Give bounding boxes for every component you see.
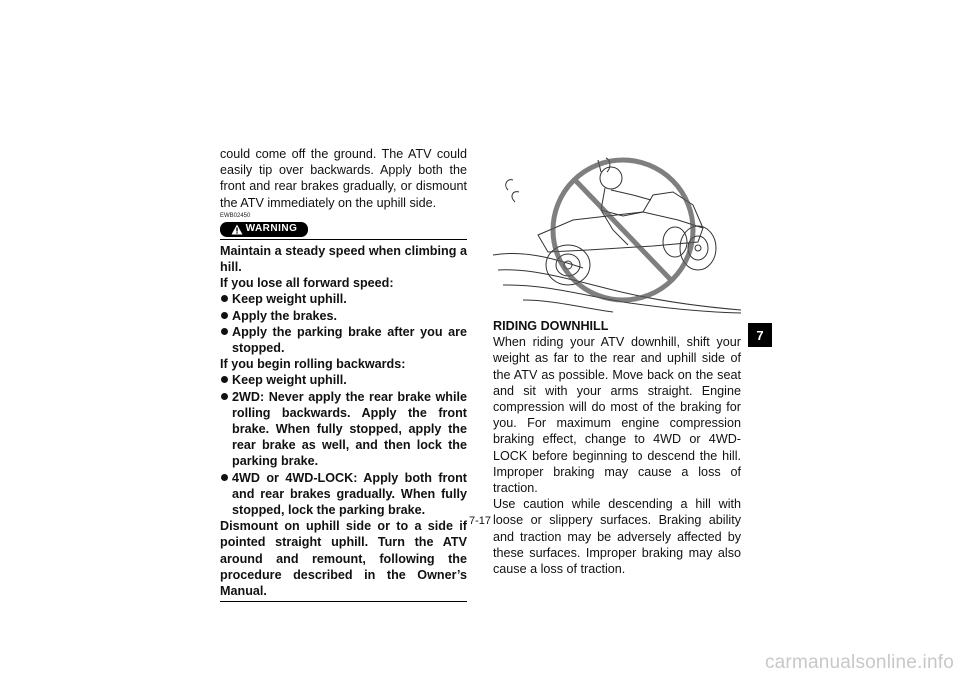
warning-code: EWB02450 xyxy=(220,212,251,219)
page-number: 7-17 xyxy=(468,515,492,527)
warning-line-lose-speed: If you lose all forward speed: xyxy=(220,276,394,291)
list-item: Keep weight uphill. xyxy=(220,372,467,388)
right-column xyxy=(493,318,741,577)
warning-final-paragraph: Dismount on uphill side or to a side if pointed straight uphill. Turn the ATV around and remount, following the procedure described in the Owner’s Manual. xyxy=(220,519,467,599)
list-item: Apply the parking brake after you are stopped. xyxy=(220,324,467,356)
bullet-list-lose-speed xyxy=(220,291,467,356)
list-item: Apply the brakes. xyxy=(220,308,467,324)
list-item: Keep weight uphill. xyxy=(220,291,467,307)
warning-header xyxy=(220,221,467,240)
left-column xyxy=(220,146,467,602)
warning-badge xyxy=(220,222,308,237)
warning-line-rolling-back: If you begin rolling backwards: xyxy=(220,357,406,372)
downhill-paragraph-1: When riding your ATV downhill, shift your weight as far to the rear and uphill side of the ATV as possible. Move back on the seat and sit with your arms straight. Engine compression will do most of the braking for you. For maximum engine compression braking effect, change to 4WD or 4WD-LOCK before beginning to descend the hill. Improper braking may cause a loss of traction. xyxy=(493,335,741,496)
warning-label: WARNING xyxy=(245,223,298,235)
warning-triangle-icon xyxy=(231,224,243,235)
atv-downhill-prohibited-illustration xyxy=(493,150,743,315)
chapter-tab: 7 xyxy=(748,323,772,347)
list-item: 4WD or 4WD-LOCK: Apply both front and rear brakes gradually. When fully stopped, lock the parking brake. xyxy=(220,470,467,519)
warning-body xyxy=(220,243,467,599)
intro-paragraph: could come off the ground. The ATV could easily tip over backwards. Apply both the front and rear brakes gradually, or dismount the ATV immediately on the uphill side. xyxy=(220,147,467,210)
section-heading: RIDING DOWNHILL xyxy=(493,319,609,333)
warning-line-steady-speed: Maintain a steady speed when climbing a hill. xyxy=(220,243,467,275)
watermark: carmanualsonline.info xyxy=(764,652,954,673)
bullet-list-rolling-back xyxy=(220,372,467,518)
warning-end-rule xyxy=(220,601,467,602)
downhill-paragraph-2: Use caution while descending a hill with loose or slippery surfaces. Braking ability and traction may be adversely affected by these surfaces. Improper braking may also cause a loss of traction. xyxy=(493,497,741,577)
list-item: 2WD: Never apply the rear brake while rolling backwards. Apply the front brake. When fully stopped, apply the rear brake as well, and then lock the parking brake. xyxy=(220,389,467,470)
